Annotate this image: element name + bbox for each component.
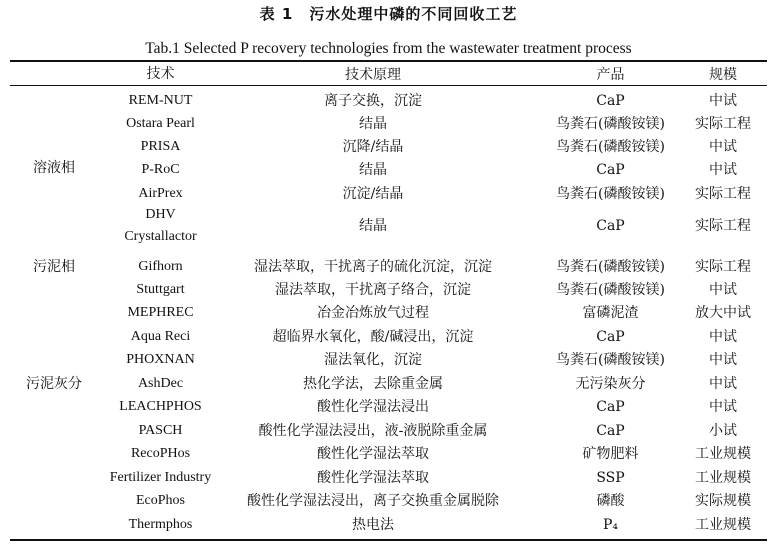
row-scale: 中试 [709, 399, 737, 415]
row-product: CaP [596, 399, 625, 415]
row-scale: 实际工程 [695, 116, 751, 132]
row-product: CaP [596, 93, 625, 109]
row-product: CaP [596, 162, 625, 178]
table-title-cn: 表 1 污水处理中磷的不同回收工艺 [259, 5, 518, 23]
row-product: CaP [596, 218, 625, 234]
row-technology: Ostara Pearl [126, 116, 195, 131]
category-ash: 污泥灰分 [26, 376, 82, 392]
row-scale: 实际规模 [695, 493, 751, 509]
category-solution: 溶液相 [33, 160, 75, 176]
row-principle: 酸性化学湿法浸出 [317, 399, 429, 415]
row-principle: 结晶 [359, 218, 387, 234]
row-product: P₄ [602, 517, 619, 533]
row-product: 鸟粪石(磷酸铵镁) [556, 352, 665, 368]
row-principle: 酸性化学湿法萃取 [317, 470, 429, 486]
row-principle: 酸性化学湿法浸出，离子交换重金属脱除 [247, 493, 499, 509]
row-technology: Fertilizer Industry [109, 470, 212, 485]
row-principle: 结晶 [359, 116, 387, 132]
row-technology: Thermphos [128, 517, 193, 532]
row-product: 鸟粪石(磷酸铵镁) [556, 116, 665, 132]
row-principle: 沉淀/结晶 [342, 186, 404, 202]
row-technology: REM-NUT [128, 93, 193, 108]
row-principle: 结晶 [359, 162, 387, 178]
row-scale: 小试 [709, 423, 737, 439]
row-product: 富磷泥渣 [582, 305, 639, 321]
row-scale: 放大中试 [695, 305, 751, 321]
row-technology: AshDec [137, 376, 184, 391]
row-scale: 实际工程 [695, 186, 751, 202]
row-scale: 中试 [709, 162, 737, 178]
row-scale: 实际工程 [695, 218, 751, 234]
row-technology: MEPHREC [127, 305, 194, 320]
row-product: 鸟粪石(磷酸铵镁) [556, 186, 665, 202]
header-rule [10, 85, 767, 86]
row-principle: 湿法萃取，干扰离子络合，沉淀 [275, 282, 471, 298]
header-scale: 规模 [709, 67, 737, 83]
row-technology: LEACHPHOS [119, 399, 202, 414]
row-scale: 工业规模 [695, 446, 751, 462]
row-scale: 中试 [709, 282, 737, 298]
table-title-en: Tab.1 Selected P recovery technologies from the wastewater treatment process [145, 40, 632, 57]
row-product: 无污染灰分 [575, 376, 646, 392]
row-product: SSP [596, 470, 625, 486]
row-principle: 湿法萃取，干扰离子的硫化沉淀，沉淀 [254, 259, 492, 275]
row-principle: 酸性化学湿法萃取 [317, 446, 429, 462]
row-product: CaP [596, 423, 625, 439]
row-scale: 中试 [709, 352, 737, 368]
row-principle: 湿法氧化，沉淀 [324, 352, 422, 368]
row-principle: 酸性化学湿法浸出，液-液脱除重金属 [258, 423, 488, 439]
row-scale: 工业规模 [695, 517, 751, 533]
row-scale: 工业规模 [695, 470, 751, 486]
top-rule [10, 60, 767, 62]
row-scale: 中试 [709, 329, 737, 345]
row-technology: PHOXNAN [126, 352, 195, 367]
row-product: 鸟粪石(磷酸铵镁) [556, 139, 665, 155]
header-principle: 技术原理 [345, 67, 401, 83]
row-technology: Aqua Reci [130, 329, 191, 344]
row-principle: 热电法 [352, 517, 394, 533]
row-product: 磷酸 [596, 493, 625, 509]
row-principle: 离子交换，沉淀 [324, 93, 422, 109]
row-technology: P-RoC [141, 162, 180, 177]
row-technology: AirPrex [138, 186, 183, 201]
row-principle: 沉降/结晶 [342, 139, 404, 155]
row-technology: PASCH [138, 423, 183, 438]
row-technology: EcoPhos [136, 493, 185, 508]
row-scale: 实际工程 [695, 259, 751, 275]
row-product: 鸟粪石(磷酸铵镁) [556, 259, 665, 275]
row-technology-line1: DHV [145, 207, 176, 222]
row-scale: 中试 [709, 376, 737, 392]
row-scale: 中试 [709, 139, 737, 155]
row-product: 矿物肥料 [582, 446, 639, 462]
bottom-rule [10, 539, 767, 541]
row-technology: RecoPHos [130, 446, 191, 461]
row-principle: 超临界水氧化，酸/碱浸出，沉淀 [272, 329, 474, 345]
header-technology: 技术 [146, 67, 175, 82]
row-technology: PRISA [140, 139, 181, 154]
row-scale: 中试 [709, 93, 737, 109]
row-principle: 冶金冶炼放气过程 [317, 305, 429, 321]
row-technology: Stuttgart [136, 282, 185, 297]
row-technology-line2: Crystallactor [124, 229, 197, 244]
row-product: CaP [596, 329, 625, 345]
header-product: 产品 [596, 67, 625, 83]
row-principle: 热化学法，去除重金属 [303, 376, 443, 392]
category-sludge: 污泥相 [33, 259, 75, 275]
row-product: 鸟粪石(磷酸铵镁) [556, 282, 665, 298]
row-technology: Gifhorn [138, 259, 183, 274]
